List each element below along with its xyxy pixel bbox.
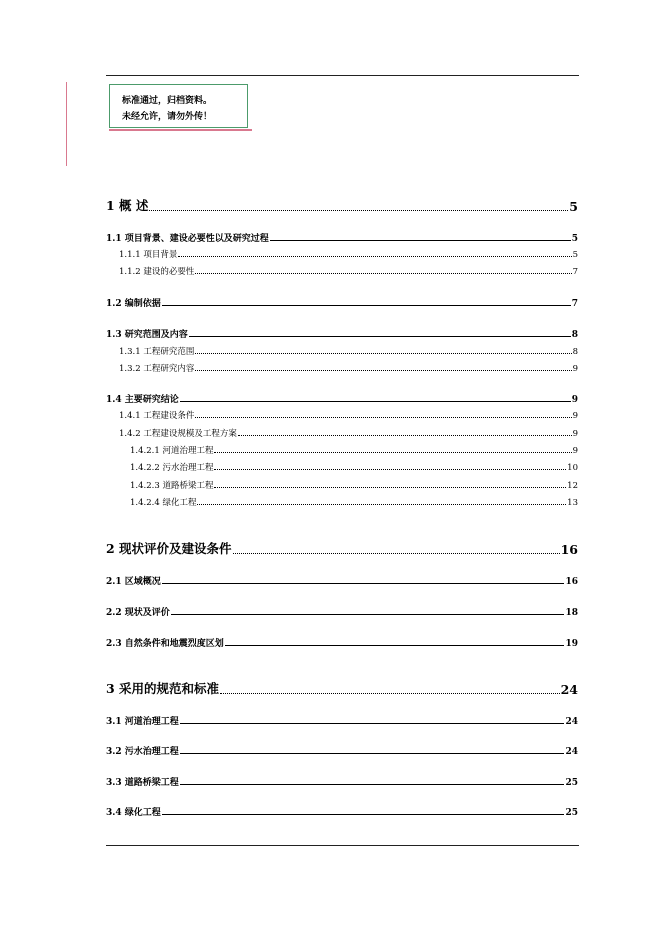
toc-page: 18	[565, 608, 578, 618]
toc-leader	[238, 435, 572, 436]
toc-entry-2-1[interactable]	[106, 575, 578, 587]
toc-page: 24	[560, 682, 578, 697]
toc-label: 1 概 述	[106, 198, 149, 213]
toc-leader	[270, 240, 571, 241]
toc-page: 5	[572, 250, 578, 260]
toc-leader	[195, 353, 571, 354]
toc-leader	[178, 256, 571, 257]
toc-entry-1-4-1[interactable]	[106, 409, 578, 421]
toc-label: 1.4.1 工程建设条件	[119, 411, 195, 421]
toc-leader	[180, 723, 565, 724]
notice-line-2: 未经允许，请勿外传！	[122, 112, 213, 122]
toc-label: 1.3.1 工程研究范围	[119, 347, 195, 357]
toc-entry-chapter-3[interactable]	[106, 681, 578, 697]
toc-page: 24	[565, 717, 578, 727]
toc-page: 19	[565, 639, 578, 649]
toc-page: 7	[572, 267, 578, 277]
toc-leader	[162, 814, 565, 815]
toc-page: 12	[567, 481, 578, 491]
toc-label: 3.2 污水治理工程	[106, 747, 179, 757]
toc-label: 1.4.2 工程建设规模及工程方案	[119, 429, 237, 439]
toc-entry-1-4-2-4[interactable]	[106, 496, 578, 508]
header-rule	[106, 75, 579, 76]
toc-leader	[180, 401, 571, 402]
toc-leader	[195, 370, 571, 371]
toc-entry-1-3-1[interactable]	[106, 345, 578, 357]
toc-entry-1-2[interactable]	[106, 297, 578, 309]
toc-label: 1.4.2.2 污水治理工程	[130, 463, 214, 473]
toc-page: 16	[565, 577, 578, 587]
toc-label: 3.3 道路桥梁工程	[106, 778, 179, 788]
toc-leader	[197, 504, 566, 505]
toc-page: 10	[567, 463, 578, 473]
toc-page: 25	[565, 778, 578, 788]
toc-page: 5	[569, 199, 578, 214]
footer-rule	[106, 845, 579, 846]
toc-entry-chapter-1[interactable]	[106, 198, 578, 214]
toc-leader	[214, 469, 566, 470]
toc-entry-3-3[interactable]	[106, 776, 578, 788]
toc-page: 5	[571, 234, 578, 244]
toc-leader	[214, 452, 571, 453]
toc-label: 3 采用的规范和标准	[106, 681, 220, 696]
toc-label: 1.4.2.4 绿化工程	[130, 498, 197, 508]
notice-underline	[109, 129, 252, 131]
toc-leader	[195, 273, 571, 274]
toc-page: 9	[572, 364, 578, 374]
toc-label: 1.3 研究范围及内容	[106, 330, 188, 340]
toc-entry-3-1[interactable]	[106, 715, 578, 727]
toc-leader	[180, 753, 565, 754]
toc-label: 1.3.2 工程研究内容	[119, 364, 195, 374]
toc-entry-1-3[interactable]	[106, 328, 578, 340]
toc-label: 3.1 河道治理工程	[106, 717, 179, 727]
toc-leader	[214, 487, 566, 488]
toc-label: 1.1 项目背景、建设必要性以及研究过程	[106, 234, 269, 244]
toc-entry-3-4[interactable]	[106, 806, 578, 818]
toc-leader	[149, 210, 568, 211]
toc-leader	[195, 417, 571, 418]
toc-entry-1-1[interactable]	[106, 232, 578, 244]
toc-label: 2.2 现状及评价	[106, 608, 170, 618]
toc-page: 9	[572, 446, 578, 456]
toc-leader	[225, 645, 565, 646]
toc-page: 7	[571, 299, 578, 309]
toc-page: 8	[572, 347, 578, 357]
toc-entry-2-2[interactable]	[106, 606, 578, 618]
toc-label: 3.4 绿化工程	[106, 808, 161, 818]
toc-label: 1.2 编制依据	[106, 299, 161, 309]
margin-marker-line	[66, 82, 67, 166]
toc-page: 24	[565, 747, 578, 757]
toc-label: 1.1.2 建设的必要性	[119, 267, 195, 277]
toc-label: 2 现状评价及建设条件	[106, 541, 232, 556]
toc-entry-3-2[interactable]	[106, 745, 578, 757]
toc-leader	[189, 336, 571, 337]
toc-leader	[171, 614, 565, 615]
toc-entry-1-4-2-1[interactable]	[106, 444, 578, 456]
toc-entry-1-3-2[interactable]	[106, 362, 578, 374]
notice-line-1: 标准通过，归档资料。	[122, 96, 213, 106]
toc-page: 16	[560, 542, 578, 557]
toc-leader	[220, 693, 560, 694]
toc-page: 9	[572, 429, 578, 439]
toc-entry-1-4-2-3[interactable]	[106, 479, 578, 491]
toc-entry-1-1-2[interactable]	[106, 265, 578, 277]
toc-page: 13	[567, 498, 578, 508]
toc-label: 1.4.2.1 河道治理工程	[130, 446, 214, 456]
toc-entry-1-1-1[interactable]	[106, 248, 578, 260]
toc-leader	[162, 305, 571, 306]
toc-label: 1.1.1 项目背景	[119, 250, 178, 260]
toc-entry-chapter-2[interactable]	[106, 541, 578, 557]
toc-entry-2-3[interactable]	[106, 637, 578, 649]
toc-entry-1-4-2-2[interactable]	[106, 461, 578, 473]
distribution-notice	[109, 84, 248, 128]
toc-label: 2.3 自然条件和地震烈度区划	[106, 639, 224, 649]
toc-entry-1-4[interactable]	[106, 393, 578, 405]
toc-leader	[233, 553, 560, 554]
toc-page: 9	[571, 395, 578, 405]
toc-page: 25	[565, 808, 578, 818]
toc-leader	[162, 583, 565, 584]
toc-label: 1.4.2.3 道路桥梁工程	[130, 481, 214, 491]
toc-leader	[180, 784, 565, 785]
toc-page: 8	[571, 330, 578, 340]
toc-page: 9	[572, 411, 578, 421]
toc-label: 1.4 主要研究结论	[106, 395, 179, 405]
toc-label: 2.1 区域概况	[106, 577, 161, 587]
toc-entry-1-4-2[interactable]	[106, 427, 578, 439]
